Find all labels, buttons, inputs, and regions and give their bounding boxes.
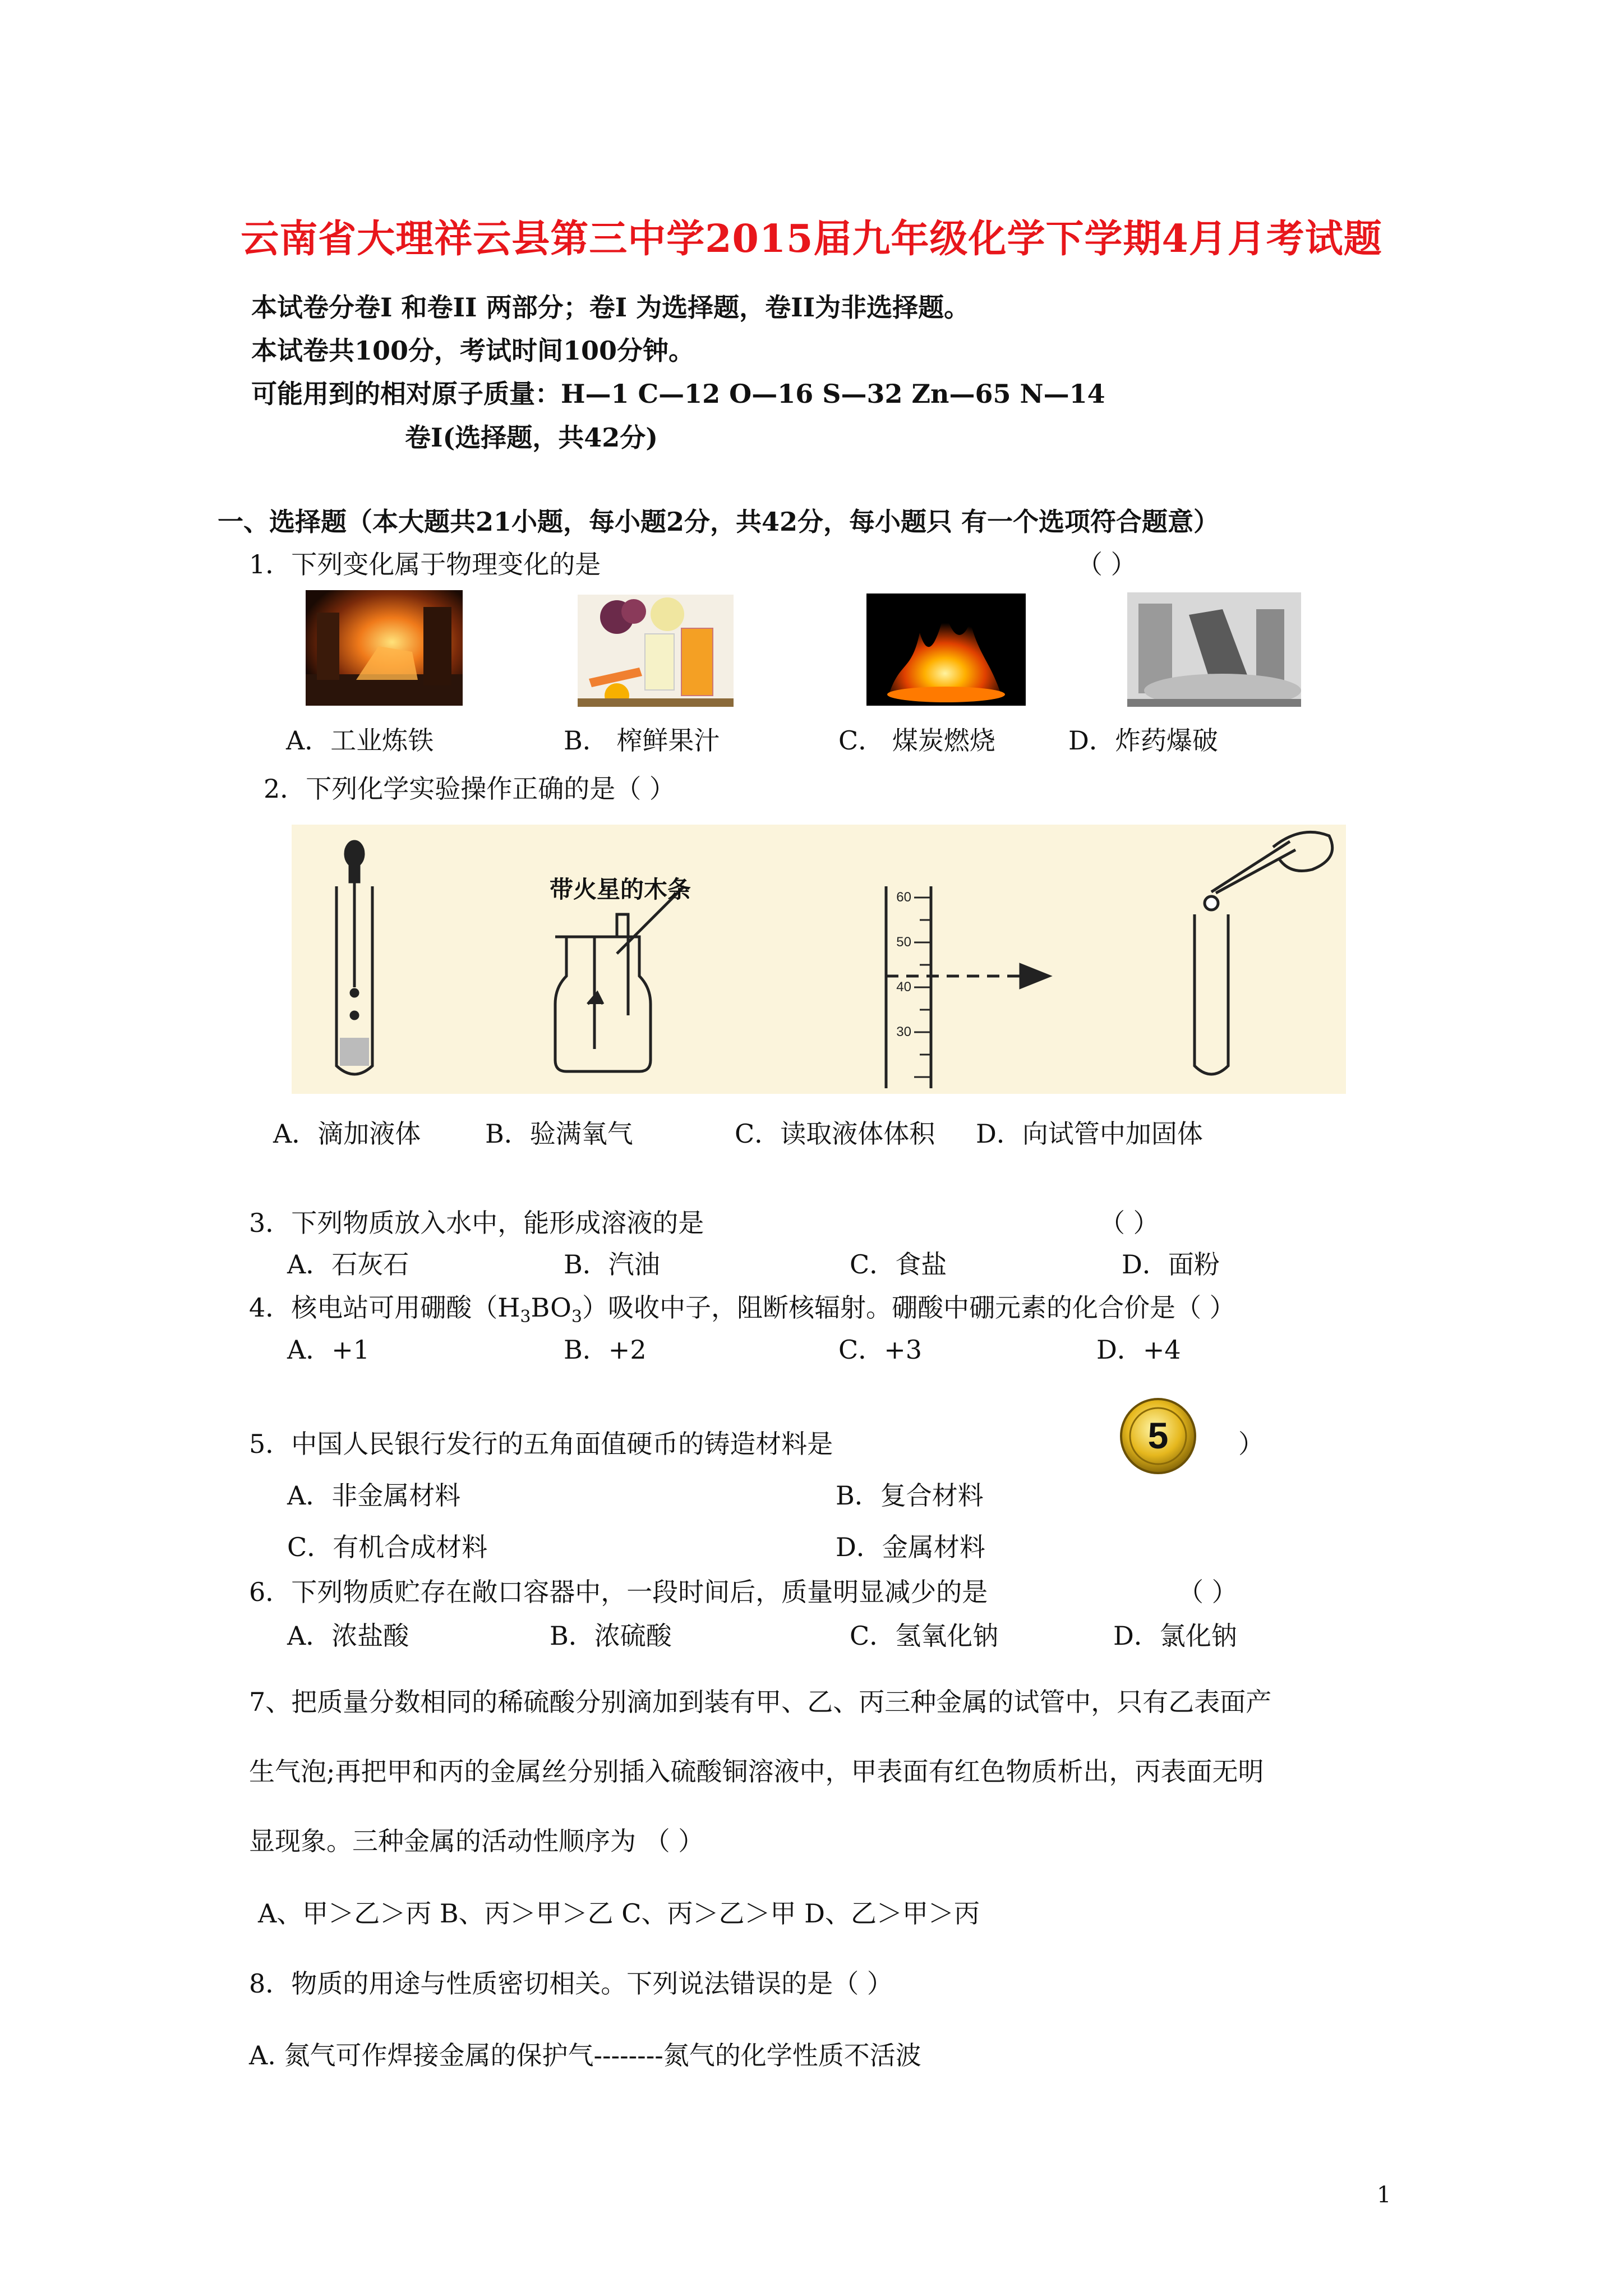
q1-stem: 1．下列变化属于物理变化的是 bbox=[249, 549, 601, 579]
q7-line-3: 显现象。三种金属的活动性顺序为 （ ） bbox=[249, 1826, 704, 1856]
cylinder-tick-40: 40 bbox=[896, 979, 911, 995]
q6-option-d: D．氯化钠 bbox=[1113, 1621, 1237, 1651]
q4-stem: 4．核电站可用硼酸$(H_3BO_3)$吸收中子，阻断核辐射。硼酸中硼元素的化合价是（ ） bbox=[249, 1292, 1235, 1327]
section-heading: 一、选择题（本大题共21小题，每小题2分，共42分，每小题只 有一个选项符合题意） bbox=[218, 507, 1220, 537]
demolition-blast-image bbox=[1127, 592, 1301, 707]
q5-option-d: D．金属材料 bbox=[836, 1532, 985, 1562]
volume-title: 卷Ⅰ(选择题，共42分) bbox=[405, 422, 658, 453]
q5-answer-paren: ） bbox=[1238, 1429, 1264, 1459]
coal-burning-image bbox=[866, 593, 1026, 706]
q6-option-c: C．氢氧化钠 bbox=[850, 1621, 999, 1651]
q2-option-a: A．滴加液体 bbox=[273, 1119, 421, 1149]
q3-option-a: A．石灰石 bbox=[287, 1249, 409, 1280]
intro-line-3: 可能用到的相对原子质量：H—1 C—12 O—16 S—32 Zn—65 N—14 bbox=[251, 379, 1105, 409]
q4-option-c: C．+3 bbox=[838, 1335, 923, 1365]
q7-line-1: 7、把质量分数相同的稀硫酸分别滴加到装有甲、乙、丙三种金属的试管中，只有乙表面产 bbox=[249, 1687, 1272, 1717]
iron-smelting-image bbox=[306, 590, 463, 706]
q4-option-b: B．+2 bbox=[564, 1335, 647, 1365]
q5-option-c: C．有机合成材料 bbox=[287, 1532, 488, 1562]
q3-answer-paren: （ ） bbox=[1099, 1208, 1159, 1238]
q5-option-a: A．非金属材料 bbox=[287, 1480, 461, 1511]
q1-answer-paren: （ ） bbox=[1077, 549, 1137, 579]
intro-line-1: 本试卷分卷Ⅰ 和卷II 两部分；卷Ⅰ 为选择题，卷II为非选择题。 bbox=[251, 292, 970, 323]
q1-option-c: C． 煤炭燃烧 bbox=[838, 725, 995, 756]
coin-denomination-text: 5 bbox=[1147, 1415, 1169, 1456]
q2-option-b: B．验满氧气 bbox=[485, 1119, 633, 1149]
cylinder-tick-60: 60 bbox=[896, 890, 911, 905]
q5-stem: 5．中国人民银行发行的五角面值硬币的铸造材料是 bbox=[249, 1429, 833, 1459]
q7-options: A、甲＞乙＞丙 B、丙＞甲＞乙 C、丙＞乙＞甲 D、乙＞甲＞丙 bbox=[258, 1898, 980, 1929]
q1-option-a: A．工业炼铁 bbox=[286, 725, 434, 756]
q6-option-b: B．浓硫酸 bbox=[550, 1621, 672, 1651]
q4-option-a: A．+1 bbox=[287, 1335, 370, 1365]
q2-option-d: D．向试管中加固体 bbox=[976, 1119, 1203, 1149]
q2-stem: 2．下列化学实验操作正确的是（ ） bbox=[264, 774, 675, 804]
q2-option-c: C．读取液体体积 bbox=[735, 1119, 935, 1149]
q5-option-b: B．复合材料 bbox=[836, 1480, 984, 1511]
q3-stem: 3．下列物质放入水中，能形成溶液的是 bbox=[249, 1208, 704, 1238]
lab-operations-figure bbox=[292, 825, 1346, 1094]
five-jiao-coin-image bbox=[1116, 1397, 1200, 1475]
q8-stem: 8．物质的用途与性质密切相关。下列说法错误的是（ ） bbox=[249, 1968, 893, 1999]
cylinder-tick-30: 30 bbox=[896, 1024, 911, 1039]
q3-option-d: D．面粉 bbox=[1122, 1249, 1220, 1280]
intro-line-2: 本试卷共100分，考试时间100分钟。 bbox=[251, 335, 695, 366]
page-number: 1 bbox=[1377, 2182, 1391, 2208]
q3-option-c: C．食盐 bbox=[850, 1249, 947, 1280]
burning-stick-label: 带火星的木条 bbox=[550, 876, 691, 903]
cylinder-tick-50: 50 bbox=[896, 935, 911, 950]
q6-answer-paren: （ ） bbox=[1178, 1577, 1238, 1607]
q4-option-d: D．+4 bbox=[1096, 1335, 1181, 1365]
q3-option-b: B．汽油 bbox=[564, 1249, 660, 1280]
q8-option-a: A. 氮气可作焊接金属的保护气--------氮气的化学性质不活波 bbox=[249, 2040, 921, 2070]
q6-stem: 6．下列物质贮存在敞口容器中，一段时间后，质量明显减少的是 bbox=[249, 1577, 988, 1607]
q7-line-2: 生气泡;再把甲和丙的金属丝分别插入硫酸铜溶液中，甲表面有红色物质析出，丙表面无明 bbox=[249, 1756, 1264, 1787]
fresh-juice-image bbox=[578, 595, 734, 707]
q6-option-a: A．浓盐酸 bbox=[287, 1621, 409, 1651]
q1-option-b: B． 榨鲜果汁 bbox=[564, 725, 720, 756]
page-title: 云南省大理祥云县第三中学2015届九年级化学下学期4月月考试题 bbox=[241, 217, 1382, 261]
q1-option-d: D．炸药爆破 bbox=[1068, 725, 1218, 756]
